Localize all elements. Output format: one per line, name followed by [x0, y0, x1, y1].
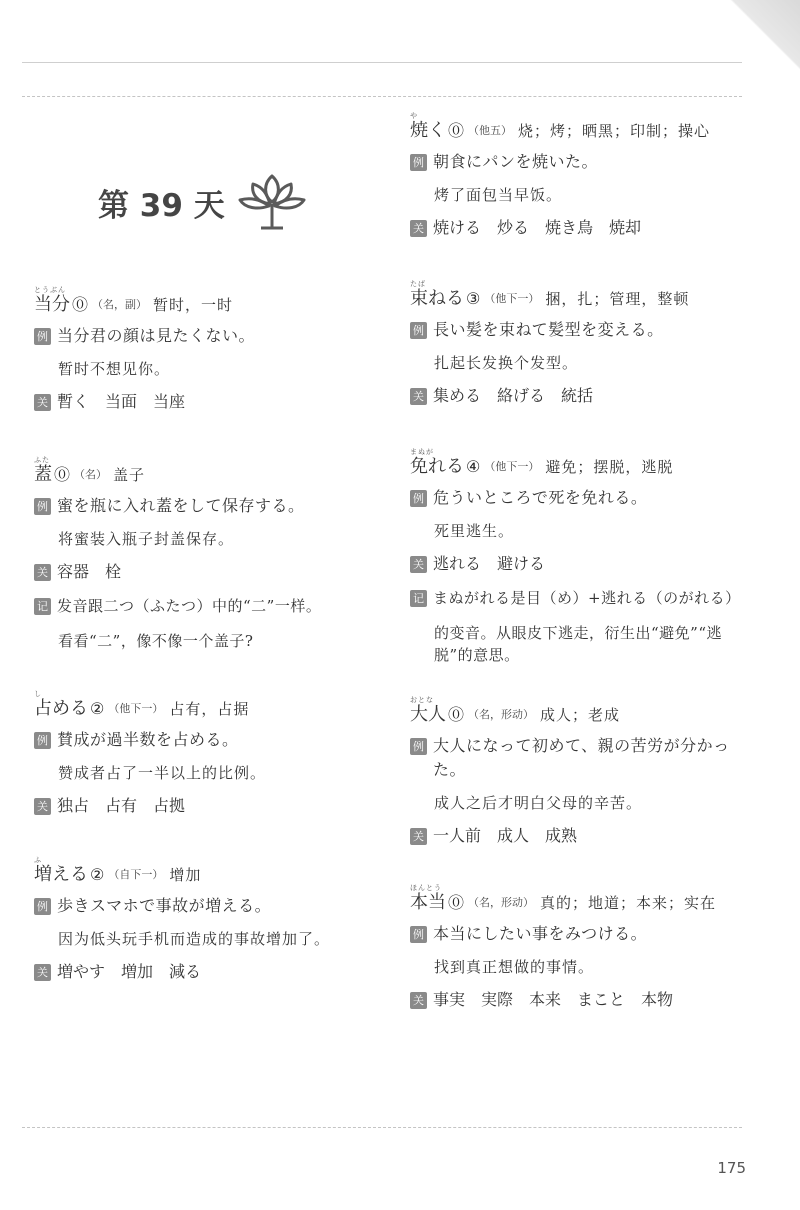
- headword-line: [34, 690, 384, 719]
- related-badge: 关: [410, 556, 427, 573]
- example-row: [410, 318, 755, 342]
- meaning: 成人；老成: [540, 706, 621, 724]
- furigana: し: [34, 690, 42, 698]
- related-badge: 关: [410, 220, 427, 237]
- related-words: 容器 栓: [57, 562, 122, 581]
- example-japanese: 賛成が過半数を占める。: [57, 730, 239, 749]
- related-row: [34, 794, 384, 818]
- furigana: たば: [410, 280, 426, 288]
- headword-line: [34, 856, 384, 885]
- example-chinese: 扎起长发换个发型。: [434, 354, 579, 372]
- note-text: まぬがれる是目（め）+逃れる（のがれる）: [433, 589, 741, 607]
- related-badge: 关: [34, 964, 51, 981]
- related-row: [410, 824, 755, 848]
- related-row: [34, 560, 384, 584]
- meaning: 烧；烤；晒黑；印制；操心: [518, 122, 711, 140]
- furigana: まぬが: [410, 448, 434, 456]
- note-continuation: 看看“二”，像不像一个盖子?: [58, 632, 254, 650]
- example-japanese: 危ういところで死を免れる。: [433, 488, 648, 507]
- furigana: とうぶん: [34, 286, 66, 294]
- headword-line: [410, 696, 755, 725]
- part-of-speech: （他下一）: [484, 292, 540, 305]
- related-words: 逃れる 避ける: [433, 554, 546, 573]
- meaning: 盖子: [113, 466, 146, 484]
- part-of-speech: （名，形动）: [468, 896, 535, 909]
- headword: ほんとう 本当: [410, 884, 446, 913]
- furigana: ほんとう: [410, 884, 442, 892]
- example-badge: 例: [34, 328, 51, 345]
- meaning: 真的；地道；本来；实在: [540, 894, 717, 912]
- note-row: [34, 594, 384, 618]
- furigana: ふ: [34, 856, 42, 864]
- headword: し 占める: [34, 690, 88, 719]
- related-row: [410, 216, 755, 240]
- example-japanese: 長い髪を束ねて髪型を変える。: [433, 320, 664, 339]
- headword-line: [410, 112, 755, 141]
- note-text: 发音跟二つ（ふたつ）中的“二”一样。: [57, 597, 322, 615]
- top-dashed-rule: [22, 96, 742, 97]
- right-column: [410, 112, 755, 1012]
- entry-otona: [410, 696, 755, 848]
- example-badge: 例: [410, 738, 427, 755]
- related-row: [410, 988, 755, 1012]
- part-of-speech: （他下一）: [108, 702, 164, 715]
- accent-mark: ②: [90, 699, 105, 718]
- example-japanese: 朝食にパンを焼いた。: [433, 152, 599, 171]
- example-chinese: 赞成者占了一半以上的比例。: [58, 764, 267, 782]
- headword: おとな 大人: [410, 696, 446, 725]
- page-corner-fold: [730, 0, 800, 70]
- part-of-speech: （他下一）: [484, 460, 540, 473]
- example-chinese: 死里逃生。: [434, 522, 515, 540]
- example-chinese: 成人之后才明白父母的辛苦。: [434, 794, 643, 812]
- related-row: [410, 384, 755, 408]
- related-row: [410, 552, 755, 576]
- accent-mark: ⓪: [448, 893, 465, 912]
- related-words: 独占 占有 占拠: [57, 796, 186, 815]
- related-words: 一人前 成人 成熟: [433, 826, 578, 845]
- example-japanese: 当分君の顔は見たくない。: [57, 326, 256, 345]
- example-japanese: 歩きスマホで事故が増える。: [57, 896, 272, 915]
- left-column: [34, 286, 384, 984]
- related-badge: 关: [34, 798, 51, 815]
- entry-yaku: [410, 112, 755, 240]
- part-of-speech: （他五）: [468, 124, 513, 137]
- entry-futa: [34, 456, 384, 652]
- related-badge: 关: [410, 992, 427, 1009]
- example-badge: 例: [34, 732, 51, 749]
- part-of-speech: （自下一）: [108, 868, 164, 881]
- related-words: 事実 実際 本来 まこと 本物: [433, 990, 674, 1009]
- headword-line: [410, 884, 755, 913]
- note-continuation: 的变音。从眼皮下逃走，衍生出“避免”“逃脱”的意思。: [434, 624, 723, 664]
- headword: まぬが 免れる: [410, 448, 464, 477]
- example-chinese: 找到真正想做的事情。: [434, 958, 595, 976]
- page-number: 175: [717, 1159, 746, 1177]
- example-chinese: 暂时不想见你。: [58, 360, 171, 378]
- furigana: おとな: [410, 696, 434, 704]
- related-badge: 关: [34, 564, 51, 581]
- example-chinese: 烤了面包当早饭。: [434, 186, 563, 204]
- example-row: [410, 734, 755, 782]
- note-row: [410, 586, 755, 610]
- part-of-speech: （名，副）: [92, 298, 148, 311]
- day-title-text: 第 39 天: [98, 187, 225, 224]
- entry-fueru: [34, 856, 384, 984]
- related-badge: 关: [410, 388, 427, 405]
- headword: や 焼く: [410, 112, 446, 141]
- accent-mark: ⓪: [72, 295, 89, 314]
- furigana: や: [410, 112, 418, 120]
- related-badge: 关: [410, 828, 427, 845]
- example-badge: 例: [410, 322, 427, 339]
- example-row: [410, 922, 755, 946]
- entry-hontou: [410, 884, 755, 1012]
- example-badge: 例: [34, 498, 51, 515]
- meaning: 增加: [169, 866, 202, 884]
- headword: ふ 増える: [34, 856, 88, 885]
- headword: ふた 蓋: [34, 456, 52, 485]
- example-badge: 例: [410, 926, 427, 943]
- related-words: 焼ける 炒る 焼き鳥 焼却: [433, 218, 642, 237]
- example-chinese: 因为低头玩手机而造成的事故增加了。: [58, 930, 331, 948]
- meaning: 捆，扎；管理，整顿: [545, 290, 690, 308]
- headword-line: [410, 280, 755, 309]
- furigana: ふた: [34, 456, 50, 464]
- example-badge: 例: [34, 898, 51, 915]
- accent-mark: ④: [466, 457, 481, 476]
- part-of-speech: （名）: [74, 468, 108, 481]
- related-words: 増やす 増加 減る: [57, 962, 202, 981]
- entry-tabaneru: [410, 280, 755, 408]
- headword-line: [410, 448, 755, 477]
- example-row: [34, 894, 384, 918]
- example-row: [410, 150, 755, 174]
- related-badge: 关: [34, 394, 51, 411]
- part-of-speech: （名，形动）: [468, 708, 535, 721]
- example-badge: 例: [410, 490, 427, 507]
- accent-mark: ⓪: [54, 465, 71, 484]
- example-japanese: 蜜を瓶に入れ蓋をして保存する。: [57, 496, 305, 515]
- example-row: [34, 728, 384, 752]
- related-words: 集める 絡げる 統括: [433, 386, 594, 405]
- accent-mark: ②: [90, 865, 105, 884]
- accent-mark: ⓪: [448, 705, 465, 724]
- example-row: [410, 486, 755, 510]
- entry-shimeru: [34, 690, 384, 818]
- related-row: [34, 390, 384, 414]
- day-heading: [98, 172, 307, 232]
- example-badge: 例: [410, 154, 427, 171]
- example-row: [34, 324, 384, 348]
- headword-line: [34, 456, 384, 485]
- entry-toubun: [34, 286, 384, 414]
- tree-icon: [237, 172, 307, 232]
- related-words: 暫く 当面 当座: [57, 392, 186, 411]
- headword: とうぶん 当分: [34, 286, 70, 315]
- top-rule: [22, 62, 742, 63]
- meaning: 避免；摆脱，逃脱: [545, 458, 674, 476]
- headword: たば 束ねる: [410, 280, 464, 309]
- example-japanese: 本当にしたい事をみつける。: [433, 924, 648, 943]
- entry-manugareru: [410, 448, 755, 666]
- meaning: 暂时，一时: [153, 296, 234, 314]
- bottom-dashed-rule: [22, 1127, 742, 1128]
- headword-line: [34, 286, 384, 315]
- example-japanese: 大人になって初めて、親の苦労が分かった。: [433, 736, 730, 779]
- note-badge: 记: [410, 590, 427, 607]
- example-chinese: 将蜜装入瓶子封盖保存。: [58, 530, 235, 548]
- example-row: [34, 494, 384, 518]
- note-badge: 记: [34, 598, 51, 615]
- accent-mark: ⓪: [448, 121, 465, 140]
- related-row: [34, 960, 384, 984]
- accent-mark: ③: [466, 289, 481, 308]
- meaning: 占有，占据: [169, 700, 250, 718]
